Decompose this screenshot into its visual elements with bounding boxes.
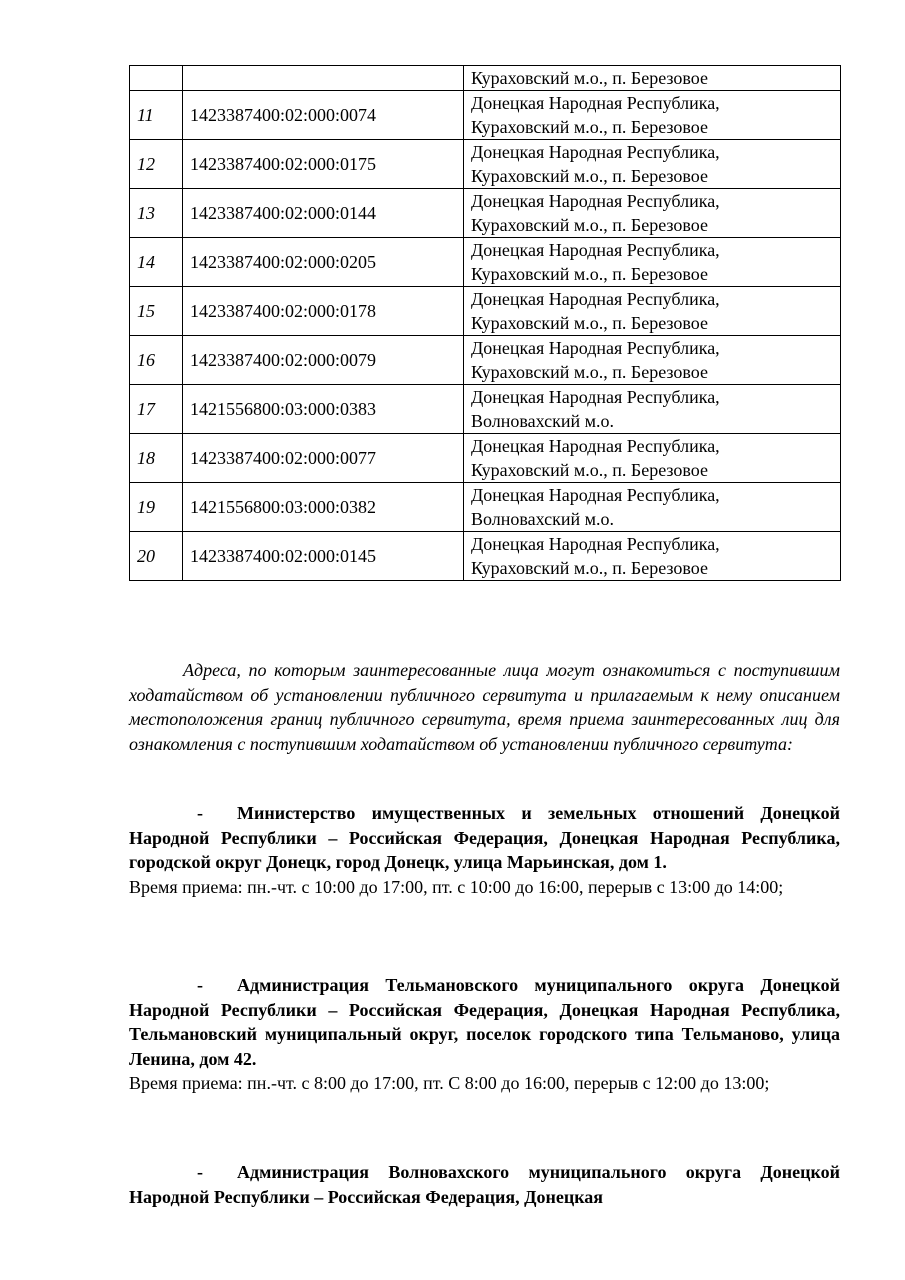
address-line-1: Донецкая Народная Республика, — [471, 485, 720, 505]
address-entry-volnovakha — [129, 1160, 840, 1209]
row-number: 20 — [130, 532, 183, 581]
cadastral-number: 1423387400:02:000:0145 — [183, 532, 464, 581]
address-line-2: Кураховский м.о., п. Березовое — [471, 215, 708, 235]
address-line-2: Волновахский м.о. — [471, 411, 615, 431]
intro-paragraph: Адреса, по которым заинтересованные лица могут ознакомиться с поступившим ходатайством об установлении публичного сервитута и прилагаемым к нему описанием местоположения границ публичного сервитута, время приема заинтересованных лиц для ознакомления с поступившим ходатайством об установлении публичного сервитута: — [129, 660, 840, 754]
address-line-1: Донецкая Народная Республика, — [471, 338, 720, 358]
cadastral-number: 1423387400:02:000:0077 — [183, 434, 464, 483]
row-number: 13 — [130, 189, 183, 238]
table-row — [130, 140, 841, 189]
table-row — [130, 532, 841, 581]
list-dash: - — [197, 803, 203, 823]
table-row — [130, 336, 841, 385]
address-entry-ministry — [129, 801, 840, 899]
table-row — [130, 434, 841, 483]
cadastral-number: 1423387400:02:000:0144 — [183, 189, 464, 238]
row-number: 11 — [130, 91, 183, 140]
address-line-1: Донецкая Народная Республика, — [471, 142, 720, 162]
row-number: 15 — [130, 287, 183, 336]
address-entry-telmanovo — [129, 973, 840, 1096]
address-line-2: Кураховский м.о., п. Березовое — [471, 313, 708, 333]
reception-hours: Время приема: пн.-чт. с 10:00 до 17:00, пт. с 10:00 до 16:00, перерыв с 13:00 до 14:00; — [129, 876, 784, 897]
address-line-1: Донецкая Народная Республика, — [471, 534, 720, 554]
address-line-1: Донецкая Народная Республика, — [471, 191, 720, 211]
list-dash: - — [197, 975, 203, 995]
row-number: 16 — [130, 336, 183, 385]
list-dash: - — [197, 1162, 203, 1182]
entry-organization — [129, 1160, 840, 1209]
cadastral-number: 1423387400:02:000:0178 — [183, 287, 464, 336]
cadastral-number: 1423387400:02:000:0079 — [183, 336, 464, 385]
address-line-1: Донецкая Народная Республика, — [471, 240, 720, 260]
address-cell — [464, 238, 841, 287]
cadastral-number: 1421556800:03:000:0382 — [183, 483, 464, 532]
row-number: 18 — [130, 434, 183, 483]
table-row — [130, 189, 841, 238]
address-line-2: Кураховский м.о., п. Березовое — [471, 460, 708, 480]
cadastral-number: 1423387400:02:000:0205 — [183, 238, 464, 287]
cadastral-number — [183, 66, 464, 91]
address-cell — [464, 140, 841, 189]
cadastral-number: 1423387400:02:000:0074 — [183, 91, 464, 140]
table-row — [130, 483, 841, 532]
cadastral-number: 1423387400:02:000:0175 — [183, 140, 464, 189]
address-cell — [464, 287, 841, 336]
address-line-2: Кураховский м.о., п. Березовое — [471, 558, 708, 578]
row-number — [130, 66, 183, 91]
organization-text: Министерство имущественных и земельных отношений Донецкой Народной Республики – Российская Федерация, Донецкая Народная Республика, городской округ Донецк, город Донецк, улица Марьинская, дом 1. — [129, 803, 840, 872]
address-line-2: Волновахский м.о. — [471, 509, 615, 529]
address-cell — [464, 385, 841, 434]
address-line-1: Донецкая Народная Республика, — [471, 93, 720, 113]
entry-organization — [129, 801, 840, 875]
address-line-1: Донецкая Народная Республика, — [471, 436, 720, 456]
cadastral-number: 1421556800:03:000:0383 — [183, 385, 464, 434]
address-line-1: Донецкая Народная Республика, — [471, 387, 720, 407]
reception-hours: Время приема: пн.-чт. с 8:00 до 17:00, пт. С 8:00 до 16:00, перерыв с 12:00 до 13:00; — [129, 1073, 770, 1093]
address-cell: Кураховский м.о., п. Березовое — [464, 66, 841, 91]
table-row — [130, 91, 841, 140]
organization-text: Администрация Волновахского муниципального округа Донецкой Народной Республики – Российская Федерация, Донецкая — [129, 1162, 840, 1207]
address-line-2: Кураховский м.о., п. Березовое — [471, 166, 708, 186]
entry-organization — [129, 973, 840, 1071]
row-number: 12 — [130, 140, 183, 189]
table-row — [130, 287, 841, 336]
address-line-2: Кураховский м.о., п. Березовое — [471, 117, 708, 137]
row-number: 14 — [130, 238, 183, 287]
address-cell — [464, 434, 841, 483]
organization-text: Администрация Тельмановского муниципального округа Донецкой Народной Республики – Российская Федерация, Донецкая Народная Республика, Тельмановский муниципальный округ, поселок городского типа Тельманово, улица Ленина, дом 42. — [129, 975, 840, 1069]
address-line-2: Кураховский м.о., п. Березовое — [471, 362, 708, 382]
row-number: 17 — [130, 385, 183, 434]
table-row — [130, 238, 841, 287]
address-cell — [464, 483, 841, 532]
address-line-1: Донецкая Народная Республика, — [471, 289, 720, 309]
row-number: 19 — [130, 483, 183, 532]
table-row — [130, 66, 841, 91]
parcels-table — [129, 65, 841, 581]
address-cell — [464, 532, 841, 581]
address-line-2: Кураховский м.о., п. Березовое — [471, 264, 708, 284]
address-cell — [464, 336, 841, 385]
table-row — [130, 385, 841, 434]
address-cell — [464, 91, 841, 140]
address-cell — [464, 189, 841, 238]
